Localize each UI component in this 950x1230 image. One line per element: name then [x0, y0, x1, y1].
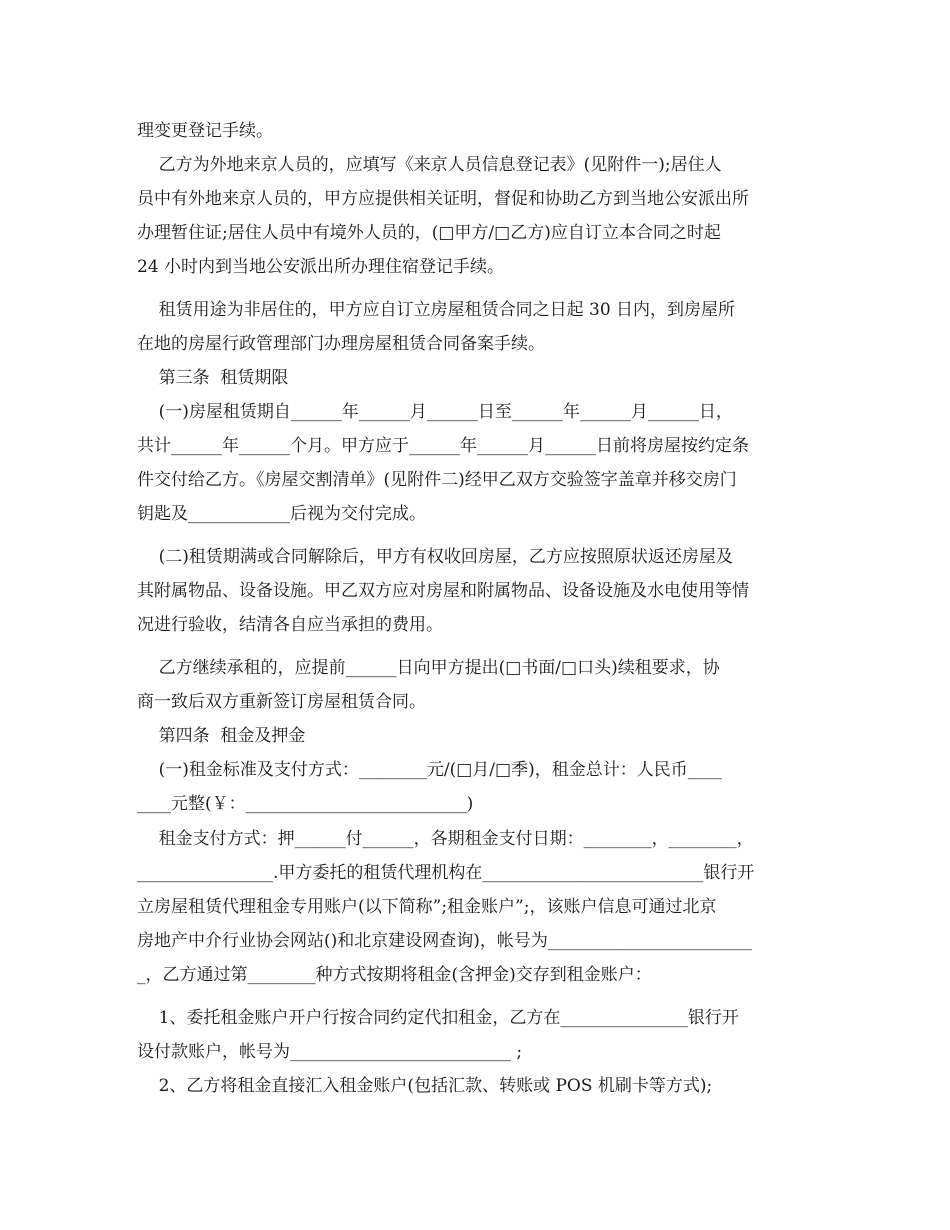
text-line: 乙方继续承租的，应提前______日向甲方提出(□书面/□口头)续租要求，协 [137, 658, 720, 678]
text-line: 租赁用途为非居住的，甲方应自订立房屋租赁合同之日起 30 日内，到房屋所 [137, 300, 736, 320]
section-heading: 第四条 租金及押金 [137, 726, 306, 746]
text-line: 1、委托租金账户开户行按合同约定代扣租金，乙方在_______________银行开 [137, 1008, 739, 1028]
section-heading: 第三条 租赁期限 [137, 368, 289, 388]
text-line: 件交付给乙方。《房屋交割清单》(见附件二)经甲乙双方交验签字盖章并移交房门 [137, 470, 737, 490]
text-line: ____元整(￥：__________________________) [137, 794, 474, 814]
text-line: 房地产中介行业协会网站()和北京建设网查询)，帐号为________________________ [137, 931, 752, 951]
text-line: 设付款账户，帐号为__________________________ ; [137, 1042, 523, 1062]
text-line: 租金支付方式：押______付______，各期租金支付日期：________，________， [137, 829, 754, 849]
text-line: 其附属物品、设备设施。甲乙双方应对房屋和附属物品、设备设施及水电使用等情 [137, 581, 749, 601]
text-line: 理变更登记手续。 [137, 121, 273, 141]
text-line: 在地的房屋行政管理部门办理房屋租赁合同备案手续。 [137, 334, 545, 354]
text-line: 办理暂住证;居住人员中有境外人员的，(□甲方/□乙方)应自订立本合同之时起 [137, 223, 721, 243]
text-line: 24 小时内到当地公安派出所办理住宿登记手续。 [137, 257, 505, 277]
text-line: 商一致后双方重新签订房屋租赁合同。 [137, 692, 426, 712]
text-line: 立房屋租赁代理租金专用账户(以下简称”;租金账户”;，该账户信息可通过北京 [137, 897, 717, 917]
text-line: _，乙方通过第________种方式按期将租金(含押金)交存到租金账户： [137, 965, 652, 985]
text-line: (一)租金标准及支付方式：________元/(□月/□季)，租金总计：人民币____ [137, 760, 722, 780]
text-line: 共计______年______个月。甲方应于______年______月______日前将房屋按约定条 [137, 436, 749, 456]
text-line: 2、乙方将租金直接汇入租金账户(包括汇款、转账或 POS 机刷卡等方式); [137, 1076, 713, 1096]
text-line: ________________.甲方委托的租赁代理机构在__________________________银行开 [137, 863, 755, 883]
text-line: 钥匙及____________后视为交付完成。 [137, 504, 426, 524]
text-line: (一)房屋租赁期自______年______月______日至______年______月______日， [137, 402, 733, 422]
text-line: 况进行验收，结清各自应当承担的费用。 [137, 615, 443, 635]
text-line: (二)租赁期满或合同解除后，甲方有权收回房屋，乙方应按照原状返还房屋及 [137, 547, 733, 567]
text-line: 员中有外地来京人员的，甲方应提供相关证明，督促和协助乙方到当地公安派出所 [137, 189, 749, 209]
text-line: 乙方为外地来京人员的，应填写《来京人员信息登记表》(见附件一);居住人 [137, 155, 722, 175]
